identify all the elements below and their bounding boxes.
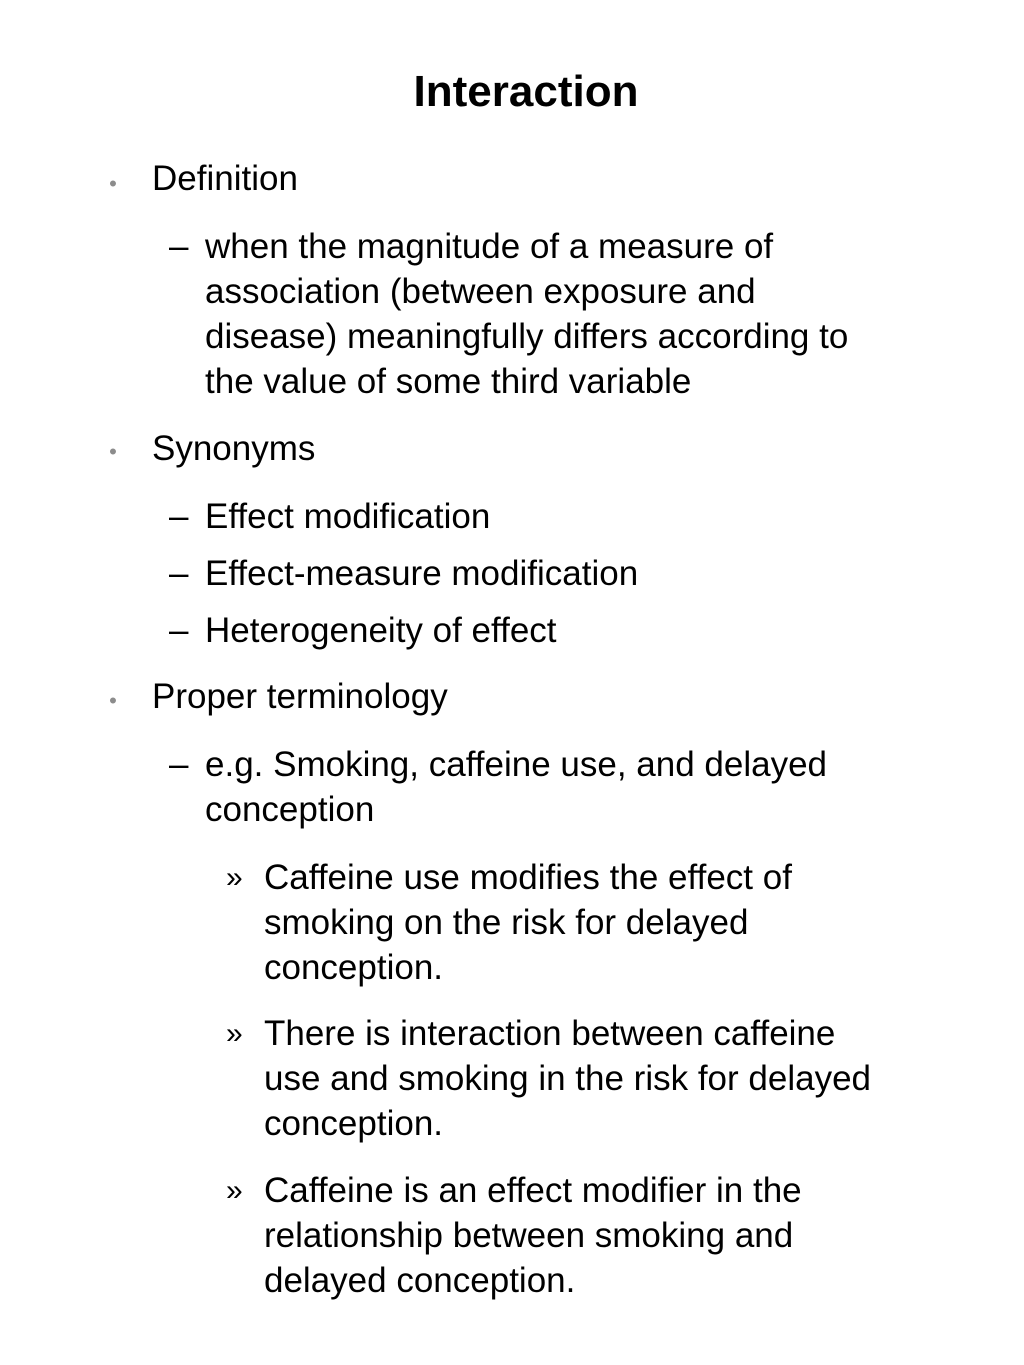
definition-text-line: the value of some third variable <box>205 362 692 401</box>
bullet-icon: • <box>109 688 117 713</box>
statement-line: conception. <box>264 948 444 987</box>
definition-text-line: disease) meaningfully differs according to <box>205 317 849 356</box>
dash-icon: – <box>169 745 189 784</box>
definition-text-line: when the magnitude of a measure of <box>205 227 774 266</box>
synonym-item: Heterogeneity of effect <box>205 611 557 650</box>
synonym-item: Effect-measure modification <box>205 554 639 593</box>
synonyms-heading: Synonyms <box>152 429 316 468</box>
raquo-icon: » <box>226 1174 243 1207</box>
dash-icon: – <box>169 611 189 650</box>
statement-line: delayed conception. <box>264 1261 576 1300</box>
statement-line: relationship between smoking and <box>264 1216 794 1255</box>
synonym-item: Effect modification <box>205 497 491 536</box>
slide-title: Interaction <box>413 67 639 116</box>
statement-line: Caffeine use modifies the effect of <box>264 858 792 897</box>
raquo-icon: » <box>226 861 243 894</box>
statement-line: use and smoking in the risk for delayed <box>264 1059 871 1098</box>
definition-heading: Definition <box>152 159 298 198</box>
definition-text-line: association (between exposure and <box>205 272 756 311</box>
statement-line: There is interaction between caffeine <box>264 1014 836 1053</box>
dash-icon: – <box>169 227 189 266</box>
bullet-icon: • <box>109 439 117 464</box>
statement-line: smoking on the risk for delayed <box>264 903 749 942</box>
statement-line: conception. <box>264 1104 444 1143</box>
raquo-icon: » <box>226 1017 243 1050</box>
terminology-heading: Proper terminology <box>152 677 448 716</box>
example-text-line: e.g. Smoking, caffeine use, and delayed <box>205 745 828 784</box>
bullet-icon: • <box>109 171 117 196</box>
statement-line: Caffeine is an effect modifier in the <box>264 1171 802 1210</box>
dash-icon: – <box>169 497 189 536</box>
example-text-line: conception <box>205 790 375 829</box>
dash-icon: – <box>169 554 189 593</box>
